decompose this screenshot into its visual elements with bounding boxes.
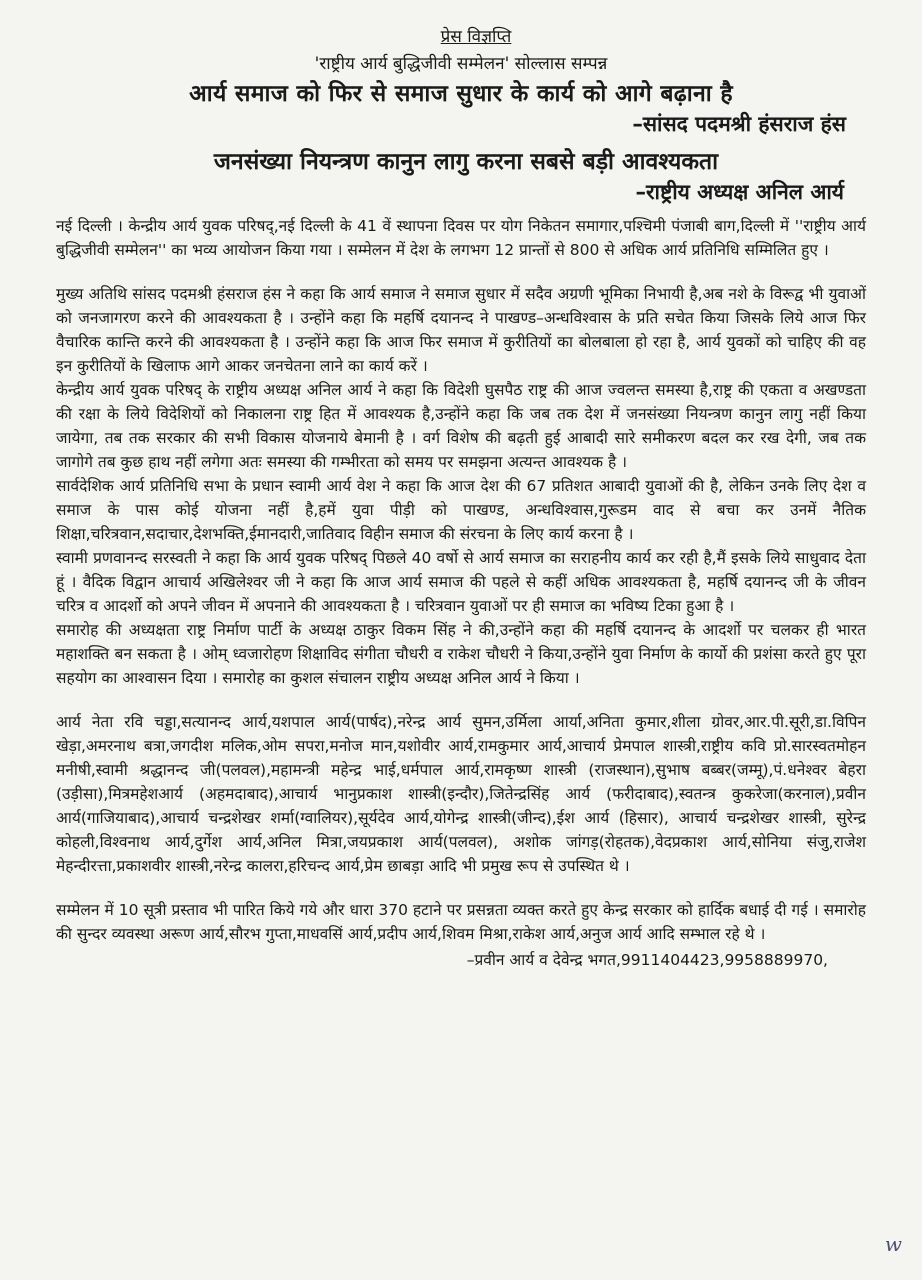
handwritten-mark: w xyxy=(884,1232,902,1256)
document-header xyxy=(0,0,922,108)
paragraph-intro: नई दिल्ली । केन्द्रीय आर्य युवक परिषद्,नई दिल्ली के 41 वें स्थापना दिवस पर योग निकेतन समागार,पश्चिमी पंजाबी बाग,दिल्ली में ''राष्ट्रीय आर्य बुद्धिजीवी सम्मेलन'' का भव्य आयोजन किया गया । सम्मेलन में देश के लगभग 12 प्रान्तों से 800 से अधिक आर्य प्रतिनिधि सम्मिलित हुए । xyxy=(56,217,866,259)
paragraph-president: केन्द्रीय आर्य युवक परिषद् के राष्ट्रीय अध्यक्ष अनिल आर्य ने कहा कि विदेशी घुसपैठ राष्ट्र की आज ज्वलन्त समस्या है,राष्ट्र की एकता व अखण्डता की रक्षा के लिये विदेशियों को निकालना राष्ट्र हित में आवश्यक है,उन्होंने कहा कि जब तक देश में जनसंख्या नियन्त्रण कानुन लागु नहीं किया जायेगा, तब तक सरकार की सभी विकास योजनाये बेमानी है । वर्ग विशेष की बढ़ती हुई आबादी सारे समीकरण बदल कर रख देगी, जब तक जागोगे तब कुछ हाथ नहीं लगेगा अतः समस्या की गम्भीरता को समय पर समझना अत्यन्त आवश्यक है । xyxy=(56,381,866,471)
paragraph-sabha-head: सार्वदेशिक आर्य प्रतिनिधि सभा के प्रधान स्वामी आर्य वेश ने कहा कि आज देश की 67 प्रतिशत आबादी युवाओं की है, लेकिन उनके लिए देश व समाज के पास कोई योजना नहीं है,हमें युवा पीड़ी को पाखण्ड, अन्धविश्वास,गुरूडम वाद से बचा कर उनमें नैतिक शिक्षा,चरित्रवान,सदाचार,देशभक्ति,ईमानदारी,जातिवाद विहीन समाज की संरचना के लिए कार्य करना है । xyxy=(56,477,866,543)
headline-secondary: जनसंख्या नियन्त्रण कानुन लागु करना सबसे बड़ी आवश्यकता xyxy=(213,149,719,175)
document-body xyxy=(56,214,866,946)
paragraph-chairperson: समारोह की अध्यक्षता राष्ट्र निर्माण पार्टी के अध्यक्ष ठाकुर विकम सिंह ने की,उन्होंने कहा की महर्षि दयानन्द के आदर्शो पर चलकर ही भारत महाशक्ति बन सकता है । ओम् ध्वजारोहण शिक्षाविद संगीता चौधरी व राकेश चौधरी ने किया,उन्होंने युवा निर्माण के कार्यो की प्रशंसा करते हुए पूरा सहयोग का आश्वासन दिया । समारोह का कुशल संचालन राष्ट्रीय अध्यक्ष अनिल आर्य ने किया । xyxy=(56,621,866,687)
headline-primary-attribution: –सांसद पदमश्री हंसराज हंस xyxy=(632,112,846,136)
document-subtitle: 'राष्ट्रीय आर्य बुद्धिजीवी सम्मेलन' सोल्लास सम्पन्न xyxy=(314,54,608,74)
headline-primary: आर्य समाज को फिर से समाज सुधार के कार्य को आगे बढ़ाना है xyxy=(189,81,733,107)
paragraph-chief-guest: मुख्य अतिथि सांसद पदमश्री हंसराज हंस ने कहा कि आर्य समाज ने समाज सुधार में सदैव अग्रणी भूमिका निभायी है,अब नशे के विरूद्व भी युवाओं को जनजागरण करने की आवश्यकता है । उन्होंने कहा कि महर्षि दयानन्द ने पाखण्ड–अन्धविश्वास के प्रति सचेत किया जिसके लिये आज फिर वैचारिक कान्ति करने की आवश्यकता है । उन्होंने कहा कि आज फिर समाज में कुरीतियों का बोलबाला हो रहा है, आर्य युवकों को चाहिए की वह इन कुरीतियों के खिलाफ आगे आकर जनचेतना लाने का कार्य करें । xyxy=(56,285,866,375)
paragraph-attendees: आर्य नेता रवि चड्डा,सत्यानन्द आर्य,यशपाल आर्य(पार्षद),नरेन्द्र आर्य सुमन,उर्मिला आर्या,अनिता कुमार,शीला ग्रोवर,आर.पी.सूरी,डा.विपिन खेड़ा,अमरनाथ बत्रा,जगदीश मलिक,ओम सपरा,मनोज मान,यशोवीर आर्य,रामकुमार आर्य,आचार्य प्रेमपाल शास्त्री,राष्ट्रीय कवि प्रो.सारस्वतमोहन मनीषी,स्वामी श्रद्धानन्द जी(पलवल),महामन्त्री महेन्द्र भाई,धर्मपाल आर्य,रामकृष्ण शास्त्री (राजस्थान),सुभाष बब्बर(जम्मू),पं.धनेश्वर बेहरा (उड़ीसा),मित्रमहेशआर्य (अहमदाबाद),आचार्य भानुप्रकाश शास्त्री(इन्दौर),जितेन्द्रसिंह आर्य (फरीदाबाद),स्वतन्त्र कुकरेजा(करनाल),प्रवीन आर्य(गाजियाबाद),आचार्य चन्द्रशेखर शर्मा(ग्वालियर),सूर्यदेव आर्य,योगेन्द्र शास्त्री(जीन्द),ईश आर्य (हिसार), आचार्य चन्द्रशेखर शास्त्री, सुरेन्द्र कोहली,विश्वनाथ आर्य,दुर्गेश आर्य,अनिल मित्रा,जयप्रकाश आर्य(पलवल), अशोक जांगड़(रोहतक),वेदप्रकाश आर्य,सोनिया संजु,राजेश मेहन्दीरत्ता,प्रकाशवीर शास्त्री,नरेन्द्र कालरा,हरिचन्द आर्य,प्रेम छाबड़ा आदि भी प्रमुख रूप से उपस्थित थे । xyxy=(56,713,866,875)
paragraph-swami: स्वामी प्रणवानन्द सरस्वती ने कहा कि आर्य युवक परिषद् पिछले 40 वर्षो से आर्य समाज का सराहनीय कार्य कर रही है,मैं इसके लिये साधुवाद देता हूं । वैदिक विद्वान आचार्य अखिलेश्वर जी ने कहा कि आज आर्य समाज की पहले से कहीं अधिक आवश्यकता है, महर्षि दयानन्द जी के जीवन चरित्र व आदर्शो को अपने जीवन में अपनाने की आवश्यकता है । चरित्रवान युवाओं पर ही समाज का भविष्य टिका हुआ है । xyxy=(56,549,866,615)
document-label: प्रेस विज्ञप्ति xyxy=(440,27,512,47)
paragraph-resolution: सम्मेलन में 10 सूत्री प्रस्ताव भी पारित किये गये और धारा 370 हटाने पर प्रसन्नता व्यक्त करते हुए केन्द्र सरकार को हार्दिक बधाई दी गई । समारोह की सुन्दर व्यवस्था अरूण आर्य,सौरभ गुप्ता,माधवसिं आर्य,प्रदीप आर्य,शिवम मिश्रा,राकेश आर्य,अनुज आर्य आदि सम्भाल रहे थे । xyxy=(56,901,866,943)
press-release-signature: –प्रवीन आर्य व देवेन्द्र भगत,9911404423,9958889970, xyxy=(466,951,828,969)
headline-secondary-attribution: –राष्ट्रीय अध्यक्ष अनिल आर्य xyxy=(635,180,844,204)
